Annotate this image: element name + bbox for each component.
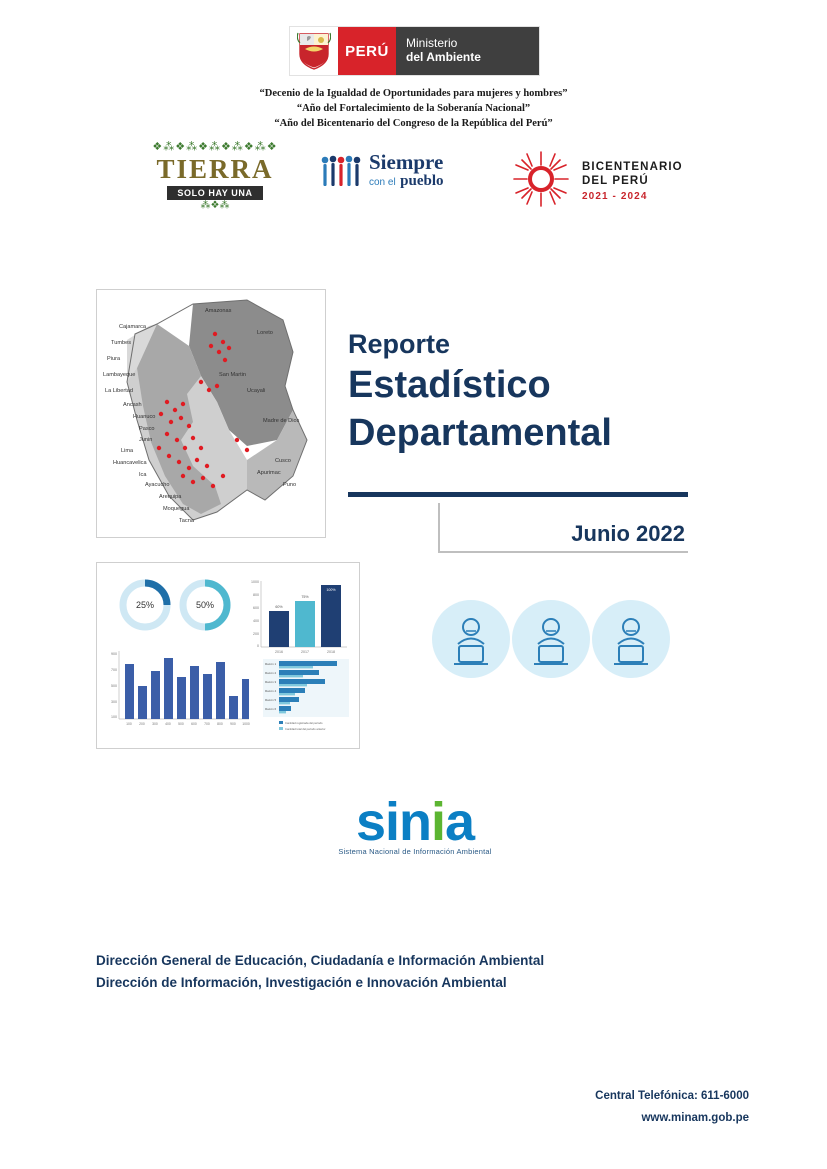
svg-text:600: 600 — [253, 606, 259, 610]
svg-text:700: 700 — [111, 668, 117, 672]
contact-block — [595, 1086, 749, 1130]
person-at-computer-icon — [432, 600, 510, 678]
map-label: Ancash — [123, 402, 142, 408]
svg-text:500: 500 — [178, 722, 184, 726]
svg-text:0: 0 — [257, 644, 259, 648]
svg-text:Cantidad registrada del period: Cantidad registrada del periodo — [285, 722, 323, 725]
ministry-banner — [289, 26, 540, 76]
svg-text:100: 100 — [111, 715, 117, 719]
map-label: Loreto — [257, 330, 273, 336]
map-label: Pasco — [139, 426, 155, 432]
person-at-computer-icon — [592, 600, 670, 678]
sinia-word-part-3: a — [445, 792, 475, 852]
sinia-word-part-2: i — [430, 792, 445, 852]
siempre-line-2: con el — [369, 177, 396, 188]
map-label: Piura — [107, 356, 121, 362]
svg-text:Razón 5: Razón 5 — [265, 698, 277, 702]
person-at-computer-icon — [512, 600, 590, 678]
map-label: Cajamarca — [119, 324, 147, 330]
ministry-line-1: Ministerio — [406, 36, 458, 51]
report-date: Junio 2022 — [571, 521, 685, 546]
svg-text:1000: 1000 — [242, 722, 250, 726]
slogan-line-1: “Decenio de la Igualdad de Oportunidades para mujeres y hombres” — [259, 88, 568, 99]
banner-country-label: PERÚ — [338, 27, 396, 75]
svg-text:Razón 6: Razón 6 — [265, 707, 277, 711]
map-label: Apurimac — [257, 470, 281, 476]
bicentenario-line-2: DEL PERÚ — [582, 175, 649, 188]
campaign-logo-strip — [130, 140, 700, 220]
page-title — [348, 330, 768, 456]
svg-text:900: 900 — [111, 652, 117, 656]
title-reporte: Reporte — [348, 329, 451, 359]
svg-text:75%: 75% — [301, 595, 309, 599]
svg-text:100: 100 — [126, 722, 132, 726]
official-slogans — [0, 86, 827, 132]
slogan-line-3: “Año del Bicentenario del Congreso de la República del Perú” — [274, 118, 553, 130]
svg-text:300: 300 — [111, 700, 117, 704]
map-label: Madre de Dios — [263, 418, 300, 424]
tierra-logo — [150, 142, 280, 211]
map-label: Tacna — [179, 518, 194, 524]
svg-text:900: 900 — [230, 722, 236, 726]
date-frame — [438, 503, 688, 553]
column-chart-years — [251, 580, 347, 654]
map-label: San Martin — [219, 372, 247, 378]
svg-text:300: 300 — [152, 722, 158, 726]
svg-text:2018: 2018 — [327, 650, 335, 654]
siempre-con-el-pueblo-logo — [320, 152, 480, 194]
peru-departments-map — [96, 289, 326, 538]
map-label: Moquegua — [163, 506, 190, 512]
charts-collage — [96, 562, 360, 749]
svg-text:Razón 3: Razón 3 — [265, 680, 277, 684]
svg-text:25%: 25% — [135, 600, 155, 610]
bicentenario-years: 2021 - 2024 — [582, 190, 648, 202]
svg-text:Razón 4: Razón 4 — [265, 689, 277, 693]
people-icon — [320, 155, 364, 194]
tierra-logo-word: TIERRA — [156, 154, 274, 184]
map-label: Lima — [121, 448, 134, 454]
tierra-logo-subtitle: SOLO HAY UNA — [167, 186, 263, 200]
svg-text:Razón 1: Razón 1 — [265, 662, 277, 666]
title-line-2: Departamental — [348, 412, 612, 455]
svg-text:200: 200 — [253, 632, 259, 636]
map-label: Ayacucho — [145, 482, 170, 488]
banner-ministry-label — [396, 27, 539, 75]
svg-text:50%: 50% — [195, 600, 215, 610]
donut-chart-25 — [123, 583, 167, 627]
svg-text:100%: 100% — [326, 588, 336, 592]
svg-text:2016: 2016 — [275, 650, 283, 654]
siempre-line-1: Siempre — [369, 150, 444, 174]
sinia-logo — [330, 792, 500, 856]
directorates-block — [96, 950, 716, 995]
svg-text:600: 600 — [191, 722, 197, 726]
svg-text:Cantidad total del periodo ant: Cantidad total del periodo anterior — [285, 728, 326, 731]
svg-text:500: 500 — [111, 684, 117, 688]
sun-burst-icon — [510, 148, 572, 215]
slogan-line-2: “Año del Fortalecimiento de la Soberanía Nacional” — [296, 103, 531, 115]
map-label: Arequipa — [159, 494, 182, 500]
svg-text:Razón 2: Razón 2 — [265, 671, 277, 675]
bicentenario-logo-text — [582, 160, 683, 203]
sinia-word-part-1: sin — [355, 792, 431, 852]
map-label: Huancavelica — [113, 460, 147, 466]
directorate-line-2: Dirección de Información, Investigación e Innovación Ambiental — [96, 975, 507, 991]
ministry-line-2: del Ambiente — [406, 50, 481, 64]
map-label: Ica — [139, 472, 147, 478]
svg-text:2017: 2017 — [301, 650, 309, 654]
svg-text:400: 400 — [165, 722, 171, 726]
website-link[interactable]: www.minam.gob.pe — [641, 1111, 749, 1124]
title-divider — [348, 492, 688, 497]
siempre-line-3: pueblo — [400, 173, 444, 189]
svg-text:1000: 1000 — [251, 580, 259, 584]
map-label: Amazonas — [205, 308, 232, 314]
svg-text:800: 800 — [253, 593, 259, 597]
donut-chart-50 — [183, 583, 227, 627]
leaf-ornament-icon: ❖⁂❖⁂❖⁂❖⁂❖⁂❖ — [152, 141, 278, 153]
title-line-1: Estadístico — [348, 363, 551, 406]
map-label: Ucayali — [247, 388, 266, 394]
svg-text:400: 400 — [253, 619, 259, 623]
bar-chart-distribution — [111, 651, 250, 726]
map-label: Lambayeque — [103, 372, 136, 378]
map-label: Puno — [283, 482, 297, 488]
leaf-ornament-bottom-icon: ⁂❖⁂ — [200, 200, 230, 211]
map-label: Cusco — [275, 458, 291, 464]
map-label: La Libertad — [105, 388, 133, 394]
horizontal-bar-chart-reasons — [263, 659, 349, 731]
phone-label: Central Telefónica: 611-6000 — [595, 1090, 749, 1102]
map-label: Huanuco — [133, 414, 156, 420]
svg-text:800: 800 — [217, 722, 223, 726]
svg-text:200: 200 — [139, 722, 145, 726]
person-icons-group — [432, 600, 672, 678]
peru-coat-of-arms-icon — [290, 27, 338, 75]
bicentenario-line-1: BICENTENARIO — [582, 160, 683, 173]
directorate-line-1: Dirección General de Educación, Ciudadanía e Información Ambiental — [96, 953, 545, 968]
bicentenario-logo — [510, 148, 683, 215]
siempre-logo-text — [369, 152, 444, 189]
svg-text:60%: 60% — [275, 605, 283, 609]
sinia-logo-subtitle: Sistema Nacional de Información Ambiental — [338, 847, 492, 856]
map-label: Junin — [139, 437, 153, 443]
svg-text:700: 700 — [204, 722, 210, 726]
map-label: Tumbes — [111, 340, 131, 346]
